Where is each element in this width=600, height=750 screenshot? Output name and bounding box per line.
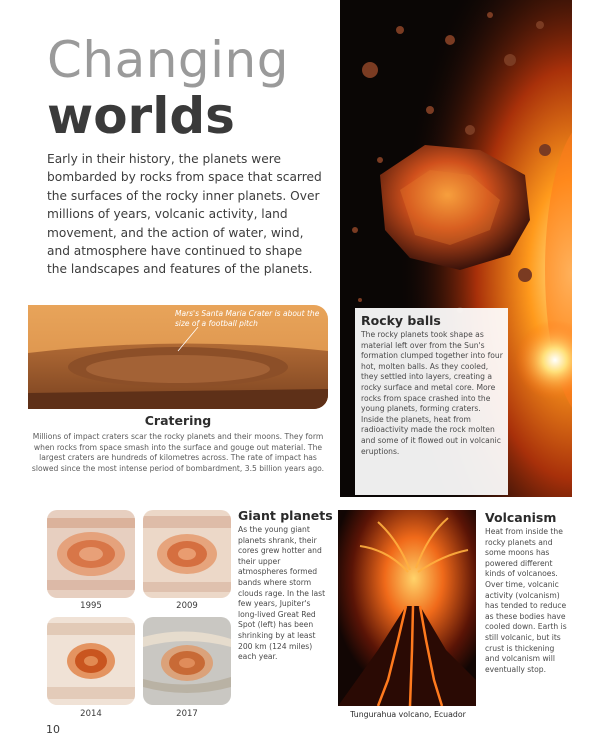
volcano-caption: Tungurahua volcano, Ecuador	[350, 710, 466, 719]
jupiter-2017-image	[143, 617, 231, 705]
giant-planets-title: Giant planets	[238, 508, 333, 523]
intro-paragraph: Early in their history, the planets were bombarded by rocks from space that scarred the surfaces of the rocky inner planets. Over millions of years, volcanic activity, land movement, and the action of water, wind, and atmosphere have continued to shape the landscapes and features of the planets.	[47, 152, 322, 277]
cratering-text: Millions of impact craters scar the rocky planets and their moons. They form when rocks from space smash into the surface and gouge out material. The largest craters are hundreds of kilometres across. The rate of impact has slowed since the most intense period of bombardment, 3.5 billion years ago.	[31, 432, 325, 473]
volcanism-text: Heat from inside the rocky planets and some moons has powered different kinds of volcanoes. Over time, volcanic activity (volcanism) has tended to reduce as these bodies have cooled down. Earth is still volcanic, but its crust is thickening and volcanism will eventually stop.	[485, 527, 567, 674]
jupiter-1995-image	[47, 510, 135, 598]
jupiter-2014-image	[47, 617, 135, 705]
rocky-balls-panel	[355, 308, 508, 495]
year-2009: 2009	[176, 601, 198, 611]
year-2014: 2014	[80, 709, 102, 719]
volcanism-title: Volcanism	[485, 510, 557, 525]
jupiter-2009-image	[143, 510, 231, 598]
volcano-photo	[338, 510, 476, 706]
year-1995: 1995	[80, 601, 102, 611]
title-line-2: worlds	[47, 87, 235, 145]
rocky-balls-text: The rocky planets took shape as material left over from the Sun's formation clumped together into four hot, molten balls. As they cooled, they settled into layers, creating a rocky surface and metal core. More rocks from space crashed into the young planets, forming craters. Inside the planets, heat from radioactivity made the rock molten and some of it flowed out in volcanic eruptions.	[361, 330, 503, 456]
year-2017: 2017	[176, 709, 198, 719]
crater-caption: Mars's Santa Maria Crater is about the size of a football pitch	[175, 309, 320, 328]
giant-planets-text: As the young giant planets shrank, their cores grew hotter and their upper atmospheres formed bands where storm clouds rage. In the last few years, Jupiter's long-lived Great Red Spot (left) has been shrinking by at least 200 km (124 miles) each year.	[238, 525, 326, 662]
cratering-title: Cratering	[144, 413, 212, 428]
page-number: 10	[46, 723, 60, 736]
rocky-balls-title: Rocky balls	[361, 313, 441, 328]
title-line-1: Changing	[47, 31, 289, 89]
